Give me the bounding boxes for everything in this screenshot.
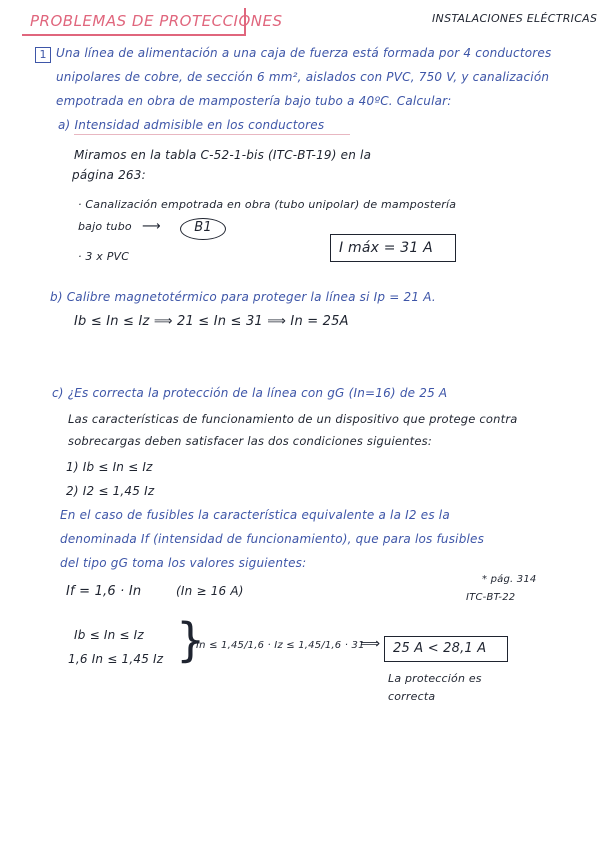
condition-2: 1,6 In ≤ 1,45 Iz: [68, 652, 164, 666]
part-a-result-box: I máx = 31 A: [330, 234, 456, 262]
part-a-line-5: · 3 x PVC: [78, 250, 130, 263]
implies-arrow-icon: ⟹: [360, 636, 381, 652]
condition-1: Ib ≤ In ≤ Iz: [74, 628, 144, 642]
part-c-line-6: denominada If (intensidad de funcionamiento), que para los fusibles: [60, 532, 485, 546]
part-c-line-3: 1) Ib ≤ In ≤ Iz: [66, 460, 153, 474]
statement-line-3: empotrada en obra de mampostería bajo tubo a 40ºC. Calcular:: [56, 94, 452, 108]
derivation: In ≤ 1,45/1,6 · Iz ≤ 1,45/1,6 · 31: [196, 640, 365, 651]
part-a-underline: [74, 134, 350, 135]
part-c-line-4: 2) I2 ≤ 1,45 Iz: [66, 484, 155, 498]
statement-line-2: unipolares de cobre, de sección 6 mm², aislados con PVC, 750 V, y canalización: [56, 70, 550, 84]
part-a-line-2: página 263:: [72, 168, 146, 182]
part-c-line-2: sobrecargas deben satisfacer las dos condiciones siguientes:: [68, 434, 432, 448]
part-c-result-box: 25 A < 28,1 A: [384, 636, 508, 662]
part-a-heading: a) Intensidad admisible en los conductores: [58, 118, 325, 132]
conclusion-line-2: correcta: [388, 690, 436, 703]
method-circle: B1: [180, 218, 226, 240]
part-c-line-1: Las características de funcionamiento de un dispositivo que protege contra: [68, 412, 518, 426]
reference-page: * pág. 314: [482, 574, 537, 585]
part-c-line-7: del tipo gG toma los valores siguientes:: [60, 556, 307, 570]
part-a-line-1: Miramos en la tabla C-52-1-bis (ITC-BT-19) en la: [74, 148, 372, 162]
part-b-formula: Ib ≤ In ≤ Iz ⟹ 21 ≤ In ≤ 31 ⟹ In = 25A: [74, 314, 349, 329]
reference-itc: ITC-BT-22: [466, 592, 516, 603]
part-c-line-5: En el caso de fusibles la característica equivalente a la I2 es la: [60, 508, 450, 522]
brace-icon: }: [176, 613, 206, 667]
subject-title: INSTALACIONES ELÉCTRICAS: [432, 12, 598, 25]
part-b-heading: b) Calibre magnetotérmico para proteger la línea si Ip = 21 A.: [50, 290, 436, 304]
part-c-heading: c) ¿Es correcta la protección de la línea con gG (In=16) de 25 A: [52, 386, 448, 400]
page-title: PROBLEMAS DE PROTECCIONES: [30, 12, 283, 30]
part-a-line-3: · Canalización empotrada en obra (tubo unipolar) de mampostería: [78, 198, 457, 211]
if-condition: (In ≥ 16 A): [176, 584, 244, 598]
conclusion-line-1: La protección es: [388, 672, 482, 685]
statement-line-1: Una línea de alimentación a una caja de fuerza está formada por 4 conductores: [56, 46, 552, 60]
problem-number: 1: [35, 47, 51, 63]
part-a-line-4: bajo tubo: [78, 220, 132, 233]
arrow-icon: ⟶: [142, 219, 161, 234]
if-formula: If = 1,6 · In: [66, 584, 142, 599]
